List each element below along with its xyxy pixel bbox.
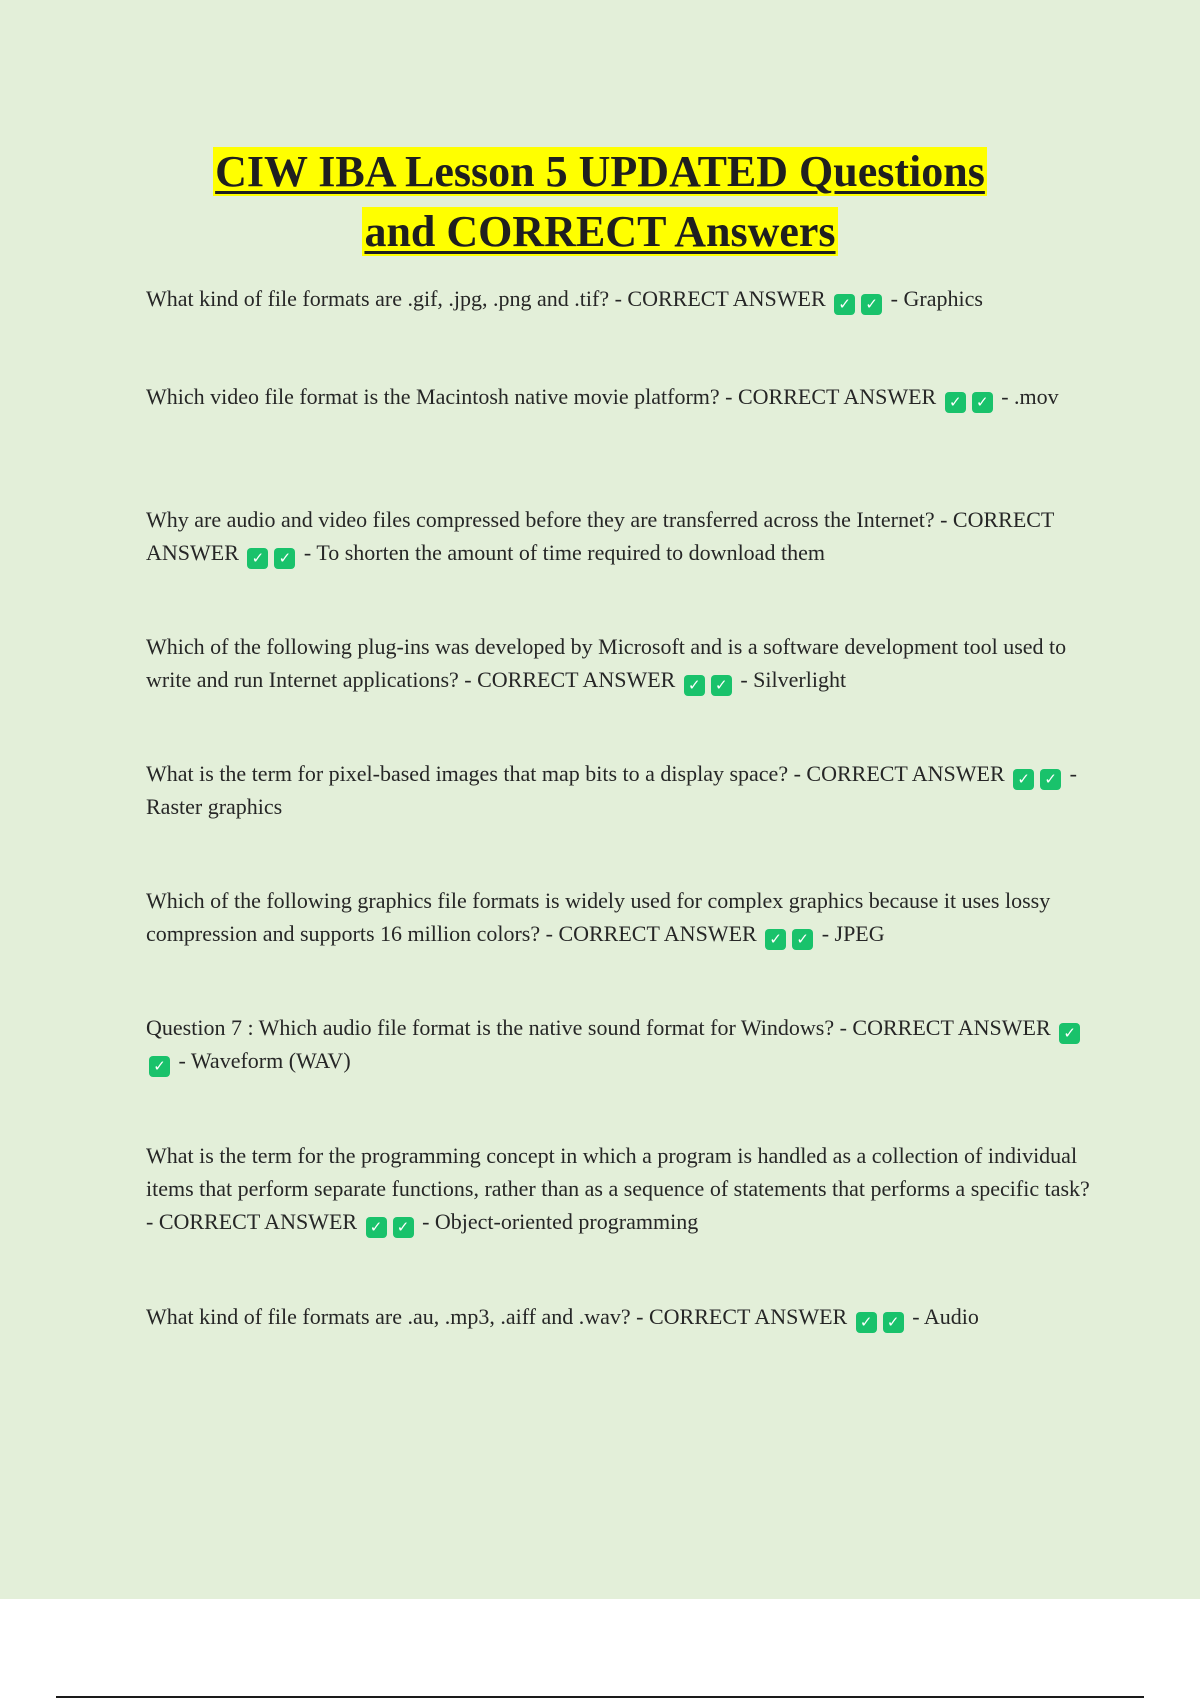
check-mark-icon: ✓ <box>834 294 855 315</box>
check-mark-icon: ✓ <box>149 1056 170 1077</box>
check-mark-icon: ✓ <box>972 392 993 413</box>
qa-item-8 <box>146 1139 1096 1238</box>
check-mark-icon: ✓ <box>711 675 732 696</box>
question-text: Why are audio and video files compressed before they are transferred across the Internet? - CORRECT ANSWER <box>146 507 1054 565</box>
question-text: Which of the following plug-ins was developed by Microsoft and is a software development tool used to write and run Internet applications? - CORRECT ANSWER <box>146 634 1067 692</box>
qa-item-6 <box>146 884 1096 950</box>
check-mark-icon: ✓ <box>247 548 268 569</box>
answer-text: - Silverlight <box>740 667 847 692</box>
title-line-2: and CORRECT Answers <box>364 207 836 256</box>
document-title <box>0 142 1200 262</box>
question-text: Question 7 : Which audio file format is the native sound format for Windows? - CORRECT ANSWER <box>146 1015 1051 1040</box>
answer-text: - Audio <box>912 1304 979 1329</box>
qa-item-4 <box>146 630 1096 696</box>
check-mark-icon: ✓ <box>366 1217 387 1238</box>
qa-item-2 <box>146 380 1096 413</box>
check-mark-icon: ✓ <box>274 548 295 569</box>
check-mark-icon: ✓ <box>856 1312 877 1333</box>
question-text: Which of the following graphics file formats is widely used for complex graphics because it uses lossy compression and supports 16 million colors? - CORRECT ANSWER <box>146 888 1051 946</box>
check-mark-icon: ✓ <box>393 1217 414 1238</box>
question-text: What is the term for pixel-based images that map bits to a display space? - CORRECT ANSWER <box>146 761 1005 786</box>
check-mark-icon: ✓ <box>1059 1023 1080 1044</box>
check-mark-icon: ✓ <box>861 294 882 315</box>
question-text: What is the term for the programming concept in which a program is handled as a collection of individual items that perform separate functions, rather than as a sequence of statements that performs a specific task? - CORRECT ANSWER <box>146 1143 1090 1234</box>
title-line-1: CIW IBA Lesson 5 UPDATED Questions <box>215 147 985 196</box>
answer-text: - Waveform (WAV) <box>178 1048 351 1073</box>
qa-item-5 <box>146 757 1096 823</box>
check-mark-icon: ✓ <box>1040 769 1061 790</box>
page-divider <box>56 1696 1144 1698</box>
check-mark-icon: ✓ <box>792 929 813 950</box>
question-text: What kind of file formats are .gif, .jpg, .png and .tif? - CORRECT ANSWER <box>146 286 826 311</box>
answer-text: - Object-oriented programming <box>422 1209 699 1234</box>
answer-text: - To shorten the amount of time required to download them <box>303 540 825 565</box>
qa-item-3 <box>146 503 1096 569</box>
answer-text: - Graphics <box>890 286 983 311</box>
answer-text: - JPEG <box>821 921 885 946</box>
check-mark-icon: ✓ <box>1013 769 1034 790</box>
check-mark-icon: ✓ <box>765 929 786 950</box>
answer-text: - .mov <box>1001 384 1059 409</box>
question-text: Which video file format is the Macintosh native movie platform? - CORRECT ANSWER <box>146 384 937 409</box>
check-mark-icon: ✓ <box>883 1312 904 1333</box>
answer-text: - Raster graphics <box>146 761 1077 819</box>
check-mark-icon: ✓ <box>945 392 966 413</box>
check-mark-icon: ✓ <box>684 675 705 696</box>
question-text: What kind of file formats are .au, .mp3, .aiff and .wav? - CORRECT ANSWER <box>146 1304 848 1329</box>
qa-item-1 <box>146 282 1096 315</box>
qa-item-7 <box>146 1011 1096 1077</box>
qa-item-9 <box>146 1300 1096 1333</box>
